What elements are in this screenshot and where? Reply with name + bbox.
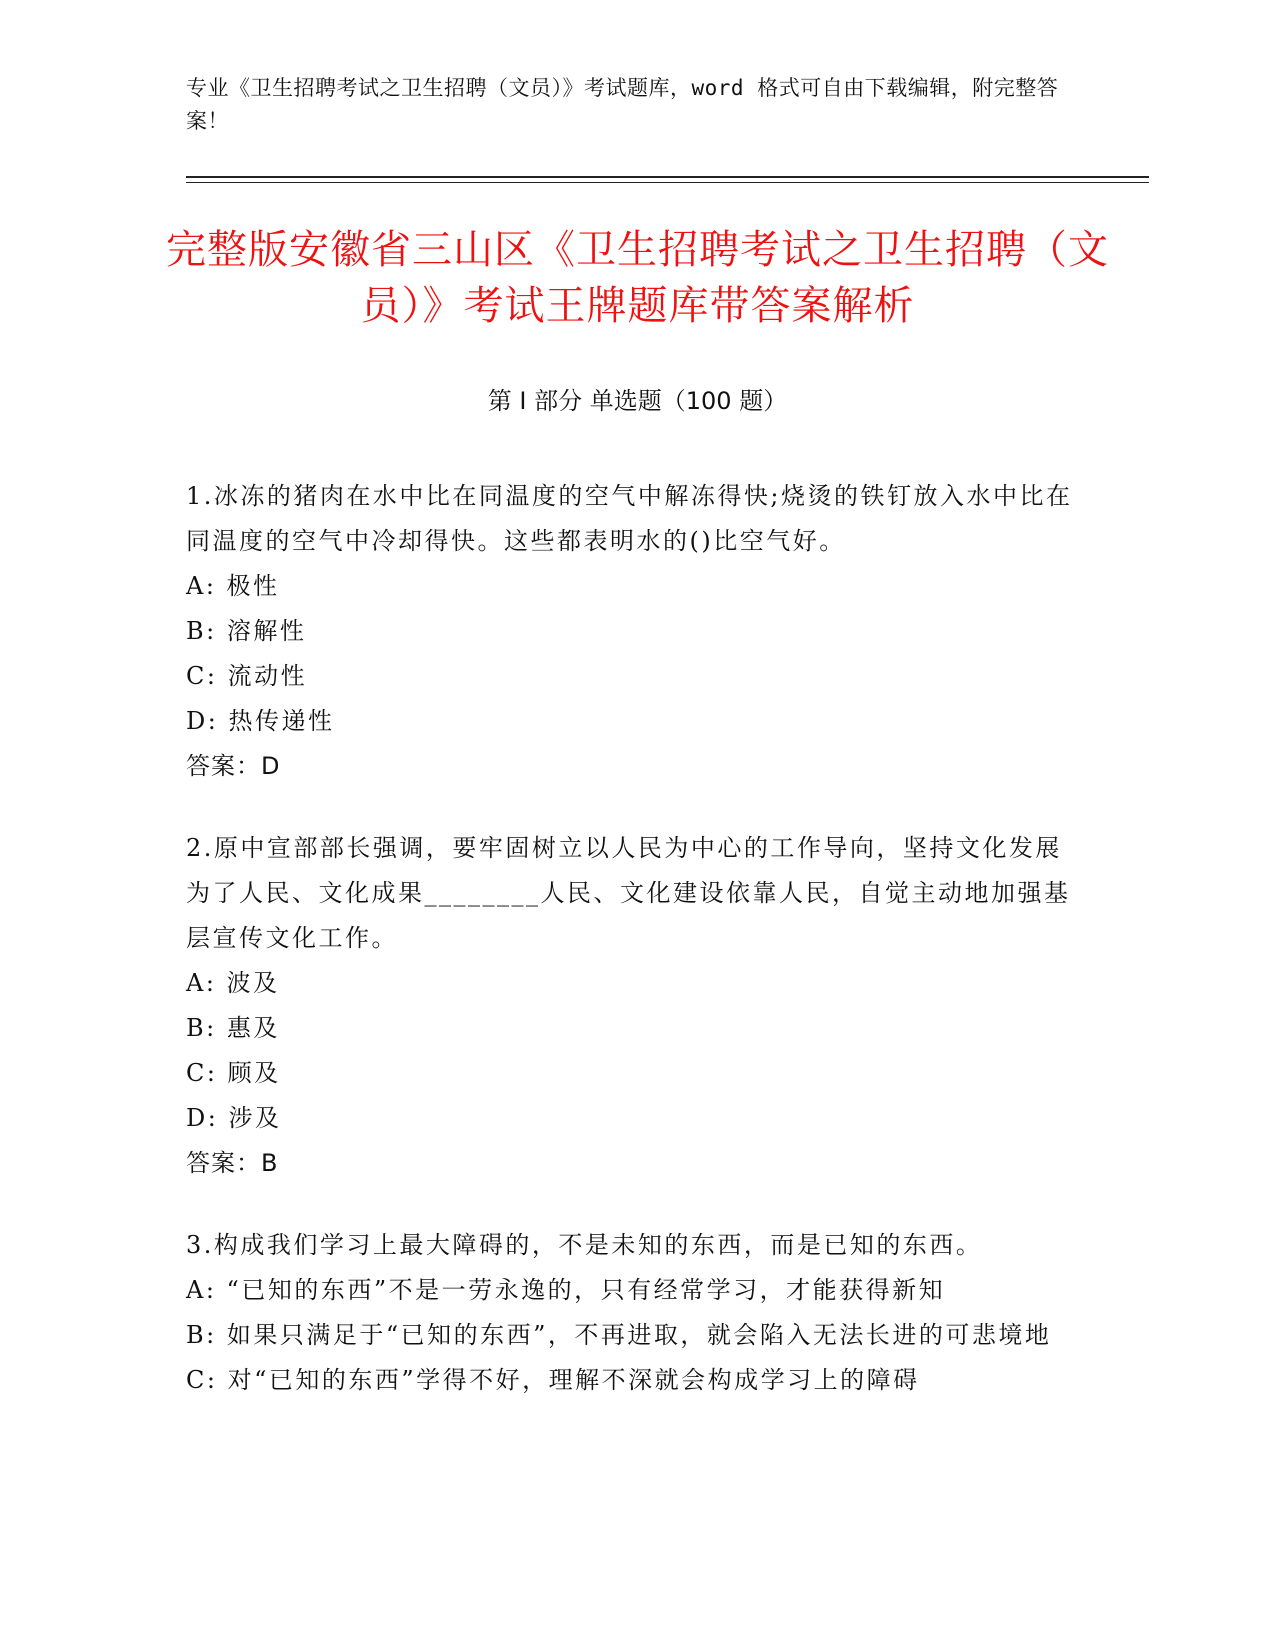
option-c: C: 顾及 [186, 1059, 281, 1087]
section-title: 第 I 部分 单选题（100 题） [487, 387, 788, 415]
option-b: B: 惠及 [186, 1014, 280, 1042]
question-list [186, 474, 1076, 1440]
answer: 答案：D [186, 752, 281, 780]
document-title: 完整版安徽省三山区《卫生招聘考试之卫生招聘（文员）》考试王牌题库带答案解析 [166, 227, 1109, 329]
question-2 [186, 826, 1076, 1186]
header-divider-thin [186, 182, 1149, 183]
option-a: A: 波及 [186, 969, 280, 997]
question-3 [186, 1223, 1076, 1403]
question-stem: 3.构成我们学习上最大障碍的，不是未知的东西，而是已知的东西。 [186, 1231, 983, 1259]
question-stem: 1.冰冻的猪肉在水中比在同温度的空气中解冻得快;烧烫的铁钉放入水中比在同温度的空气中冷却得快。这些都表明水的()比空气好。 [186, 482, 1073, 555]
option-d: D: 涉及 [186, 1104, 282, 1132]
header-note: 专业《卫生招聘考试之卫生招聘（文员）》考试题库，word 格式可自由下载编辑，附完整答案！ [186, 76, 1059, 133]
option-a: A: “已知的东西”不是一劳永逸的，只有经常学习，才能获得新知 [186, 1276, 946, 1304]
option-d: D: 热传递性 [186, 707, 335, 735]
answer: 答案：B [186, 1149, 279, 1177]
option-c: C: 对“已知的东西”学得不好，理解不深就会构成学习上的障碍 [186, 1366, 920, 1394]
option-b: B: 如果只满足于“已知的东西”，不再进取，就会陷入无法长进的可悲境地 [186, 1321, 1052, 1349]
question-stem: 2.原中宣部部长强调，要牢固树立以人民为中心的工作导向，坚持文化发展为了人民、文化成果________人民、文化建设依靠人民，自觉主动地加强基层宣传文化工作。 [186, 834, 1071, 952]
option-c: C: 流动性 [186, 662, 308, 690]
header-divider-thick [186, 176, 1149, 178]
question-1 [186, 474, 1076, 789]
option-a: A: 极性 [186, 572, 280, 600]
option-b: B: 溶解性 [186, 617, 307, 645]
